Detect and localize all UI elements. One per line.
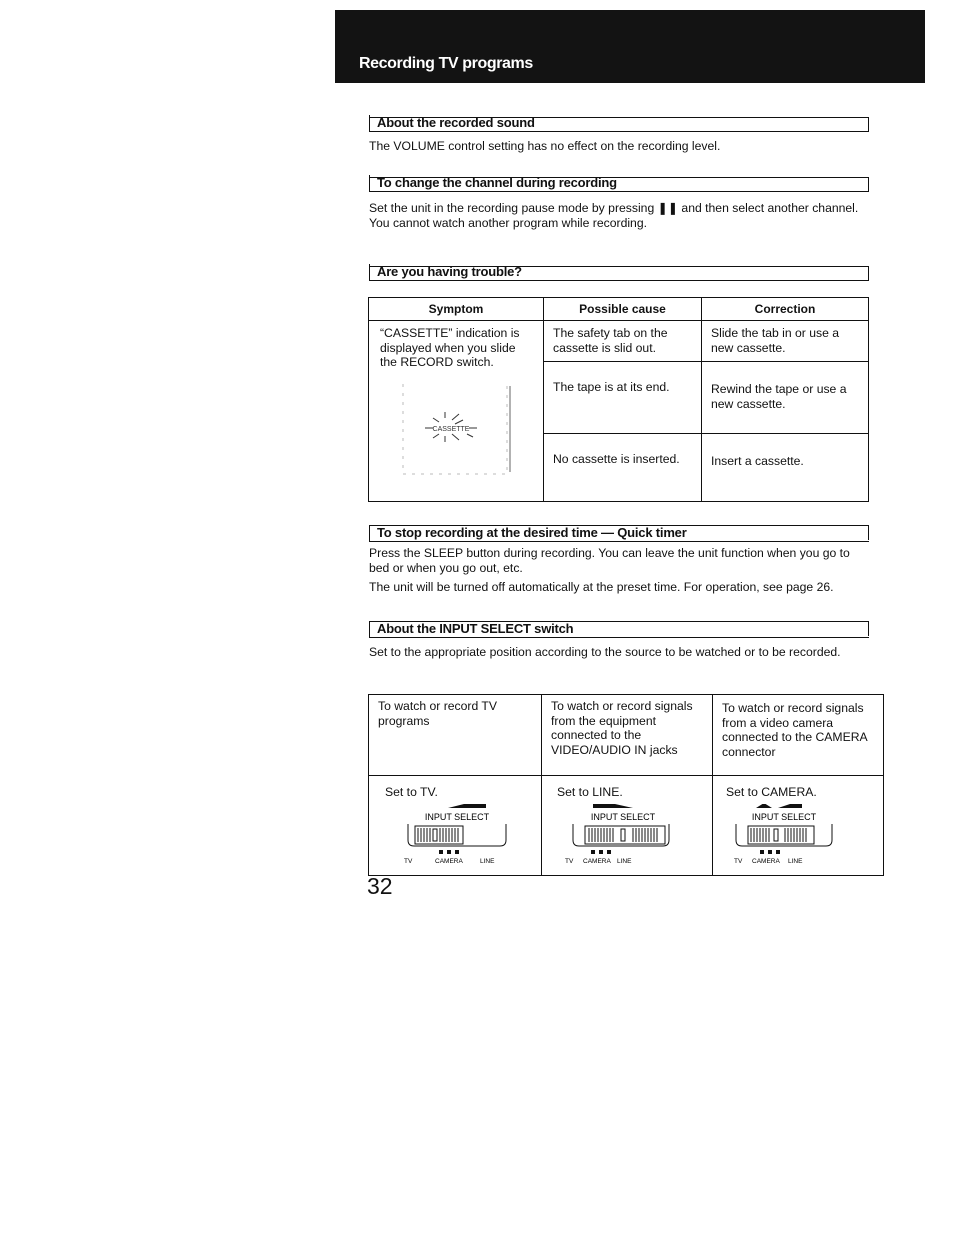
input-select-switch-camera-icon (732, 804, 882, 874)
setting-cell: Set to TV. INPUT SELECT TV CAMERA LINE (369, 776, 542, 876)
section-input-select (369, 621, 869, 660)
page-title: Recording TV programs (359, 55, 533, 72)
svg-text:CAMERA: CAMERA (583, 857, 611, 865)
section-change-channel (369, 175, 869, 231)
setting-cell: Set to LINE. INPUT SELECT TV CAMERA LINE (542, 776, 713, 876)
svg-text:INPUT SELECT: INPUT SELECT (424, 811, 490, 822)
input-select-table (368, 694, 884, 876)
section-title: Are you having trouble? (369, 264, 522, 281)
correction-cell: Rewind the tape or use a new cassette. (702, 362, 869, 434)
section-body: The VOLUME control setting has no effect on the recording level. (369, 139, 721, 153)
svg-text:INPUT SELECT: INPUT SELECT (751, 811, 817, 822)
section-title: To stop recording at the desired time — Quick timer (369, 525, 687, 542)
svg-text:CAMERA: CAMERA (435, 857, 463, 865)
display-window-icon (395, 382, 535, 482)
section-heading (369, 175, 869, 193)
input-select-switch-line-icon (561, 804, 711, 874)
svg-text:CAMERA: CAMERA (752, 857, 780, 865)
correction-cell: Slide the tab in or use a new cassette. (702, 321, 869, 362)
input-select-switch-tv-icon (390, 804, 540, 874)
section-body: The unit will be turned off automatically at the preset time. For operation, see page 26. (369, 580, 834, 594)
svg-text:TV: TV (404, 857, 413, 865)
section-body: Press the SLEEP button during recording. You can leave the unit function when you go to bed or when you go out, etc. (369, 546, 850, 575)
svg-text:TV: TV (734, 857, 743, 865)
section-heading (369, 264, 869, 282)
section-title: To change the channel during recording (369, 175, 617, 192)
table-header: Possible cause (544, 298, 702, 321)
setting-cell: Set to CAMERA. INPUT SELECT TV CAMERA LINE (713, 776, 884, 876)
cause-cell: No cassette is inserted. (544, 434, 702, 502)
section-body: You cannot watch another program while recording. (369, 216, 647, 230)
svg-text:LINE: LINE (617, 857, 632, 865)
page-header (335, 10, 925, 83)
cassette-indicator-text: CASSETTE (432, 425, 470, 433)
mode-desc-cell: To watch or record TV programs (369, 695, 542, 776)
section-heading (369, 115, 869, 133)
table-header: Symptom (369, 298, 544, 321)
section-body: Set the unit in the recording pause mode by pressing ❚❚ and then select another channel. (369, 201, 859, 215)
table-header: Correction (702, 298, 869, 321)
section-quick-timer (369, 525, 869, 595)
cause-cell: The safety tab on the cassette is slid out. (544, 321, 702, 362)
correction-cell: Insert a cassette. (702, 434, 869, 502)
symptom-cell (369, 321, 544, 502)
trouble-table (368, 297, 869, 502)
section-heading (369, 621, 869, 639)
section-body: Set to the appropriate position according to the source to be watched or to be recorded. (369, 645, 841, 659)
svg-text:INPUT SELECT: INPUT SELECT (590, 811, 656, 822)
section-trouble (369, 264, 869, 282)
page-number: 32 (367, 873, 393, 899)
mode-desc-cell: To watch or record signals from a video camera connected to the CAMERA connector (713, 695, 884, 776)
section-heading (369, 525, 869, 543)
mode-desc-cell: To watch or record signals from the equipment connected to the VIDEO/AUDIO IN jacks (542, 695, 713, 776)
svg-text:LINE: LINE (480, 857, 495, 865)
cassette-display-illustration (370, 382, 542, 482)
section-title: About the recorded sound (369, 115, 535, 132)
section-recorded-sound (369, 115, 869, 154)
cause-cell: The tape is at its end. (544, 362, 702, 434)
svg-text:TV: TV (565, 857, 574, 865)
svg-text:LINE: LINE (788, 857, 803, 865)
section-title: About the INPUT SELECT switch (369, 621, 573, 638)
symptom-text: “CASSETTE” indication is displayed when you slide the RECORD switch. (380, 326, 520, 369)
